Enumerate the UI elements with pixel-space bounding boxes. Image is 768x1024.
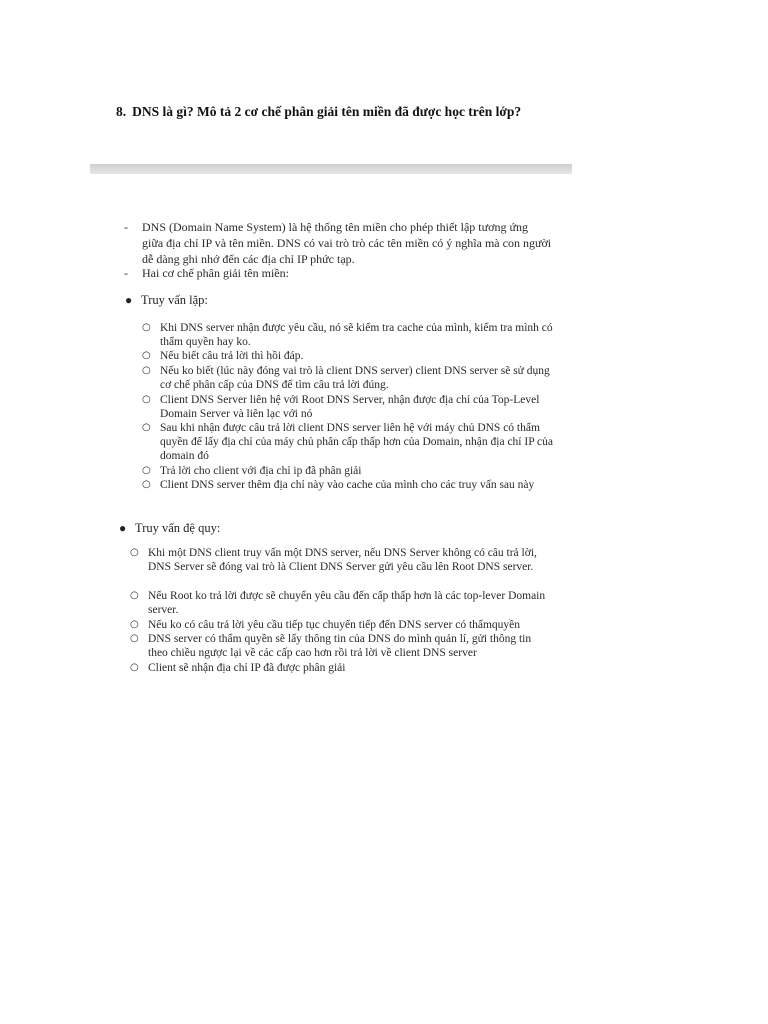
intro-item	[124, 265, 552, 281]
circle-bullet-icon: ○	[142, 322, 151, 333]
iterative-heading-text: Truy vấn lặp:	[141, 293, 208, 307]
question-text: DNS là gì? Mô tả 2 cơ chế phân giải tên miền đã được học trên lớp?	[132, 104, 522, 119]
recursive-step: ○ Nếu ko có câu trả lời yêu cầu tiếp tục chuyển tiếp đến DNS server có thẩmquyền	[130, 619, 521, 631]
dash-marker: -	[124, 220, 128, 234]
recursive-step: ○ DNS server có thẩm quyền sẽ lấy thông tin của DNS do mình quản lí, gửi thông tin theo chiều ngược lại về các cấp cao hơn rồi trả lời về client DNS server	[130, 633, 532, 660]
circle-bullet-icon: ○	[142, 394, 151, 405]
iterative-step: ○ Sau khi nhận được câu trả lời client DNS server liên hệ với máy chủ DNS có thẩm quyền để lấy địa chỉ của máy chủ phân cấp thấp hơn của Domain, nhận địa chỉ IP của domain đó	[142, 422, 554, 463]
circle-bullet-icon: ○	[130, 662, 139, 673]
iterative-step: ○ Client DNS Server liên hệ với Root DNS Server, nhận được địa chỉ của Top-Level Domain Server và liên lạc với nó	[142, 394, 540, 421]
circle-bullet-icon: ○	[142, 422, 151, 433]
circle-bullet-icon: ○	[142, 350, 151, 361]
circle-bullet-icon: ○	[130, 633, 139, 644]
circle-bullet-icon: ○	[142, 479, 151, 490]
circle-bullet-icon: ○	[130, 619, 139, 630]
recursive-step: ○ Khi một DNS client truy vấn một DNS server, nếu DNS Server không có câu trả lời, DNS Server sẽ đóng vai trò là Client DNS Server gửi yêu cầu lên Root DNS server.	[130, 547, 537, 574]
iterative-step: ○ Khi DNS server nhận được yêu cầu, nó sẽ kiểm tra cache của mình, kiểm tra mình có thẩm quyền hay ko.	[142, 322, 553, 349]
circle-bullet-icon: ○	[142, 365, 151, 376]
iterative-step: ○ Trả lời cho client với địa chỉ ip đã phân giải	[142, 465, 362, 477]
iterative-step: ○ Client DNS server thêm địa chỉ này vào cache của mình cho các truy vấn sau này	[142, 479, 535, 491]
intro-text: Hai cơ chế phân giải tên miền:	[142, 266, 289, 280]
dash-marker: -	[124, 266, 128, 280]
recursive-heading-text: Truy vấn đệ quy:	[135, 521, 221, 535]
recursive-step: ○ Client sẽ nhận địa chỉ IP đã được phân giải	[130, 662, 346, 674]
question-number: 8.	[116, 104, 127, 119]
iterative-step: ○ Nếu biết câu trả lời thì hồi đáp.	[142, 350, 304, 362]
circle-bullet-icon: ○	[130, 590, 139, 601]
intro-item	[124, 219, 552, 267]
iterative-heading	[125, 292, 208, 308]
iterative-step: ○ Nếu ko biết (lúc này đóng vai trò là client DNS server) client DNS server sẽ sử dụng cơ chế phân cấp của DNS để tìm câu trả lời đúng.	[142, 365, 550, 392]
recursive-heading	[119, 520, 221, 536]
bullet-icon: ●	[125, 293, 133, 307]
recursive-step: ○ Nếu Root ko trả lời được sẽ chuyển yêu cầu đến cấp thấp hơn là các top-lever Domain server.	[130, 590, 546, 617]
circle-bullet-icon: ○	[142, 465, 151, 476]
bullet-icon: ●	[119, 521, 127, 535]
intro-text: DNS (Domain Name System) là hệ thống tên miền cho phép thiết lập tương ứng giữa địa chỉ IP và tên miền. DNS có vai trò trò các tên miền có ý nghĩa mà con người dễ dàng ghi nhớ đến các địa chỉ IP phức tạp.	[142, 220, 552, 266]
circle-bullet-icon: ○	[130, 547, 139, 558]
